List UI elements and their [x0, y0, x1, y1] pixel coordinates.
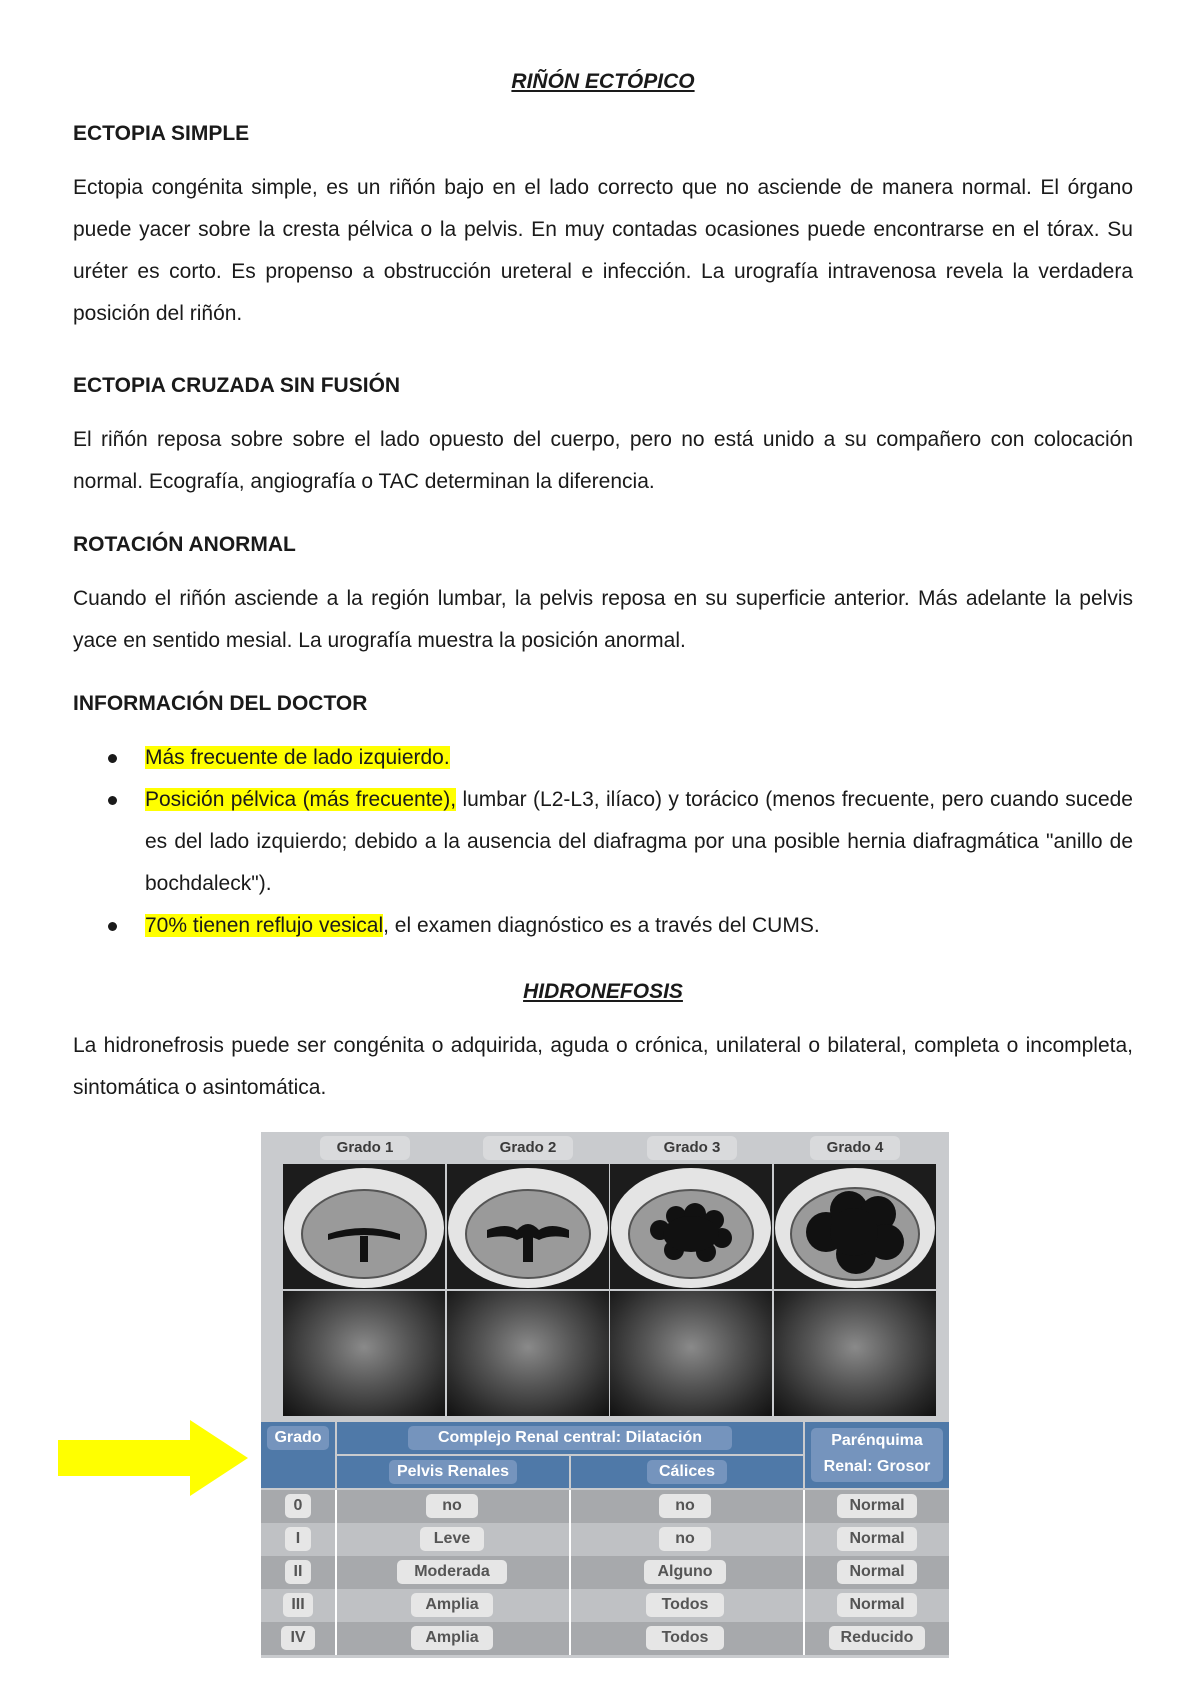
grade-label: Grado 4 [810, 1136, 900, 1160]
cell-parenquima: Normal [837, 1560, 917, 1584]
grade-label: Grado 3 [647, 1136, 737, 1160]
table-row [261, 1490, 949, 1523]
cell-pelvis: Amplia [411, 1593, 493, 1617]
bullet-icon [108, 796, 117, 805]
cell-pelvis: Leve [420, 1527, 484, 1551]
cell-calices: Todos [646, 1626, 724, 1650]
heading-ectopia-cruzada: ECTOPIA CRUZADA SIN FUSIÓN [73, 374, 401, 397]
cell-grado: II [285, 1560, 311, 1584]
cell-pelvis: Amplia [411, 1626, 493, 1650]
yellow-arrow-icon [58, 1420, 248, 1496]
cell-parenquima: Normal [837, 1494, 917, 1518]
table-row [261, 1556, 949, 1589]
cell-grado: III [283, 1593, 313, 1617]
cell-calices: Alguno [644, 1560, 726, 1584]
cell-pelvis: no [426, 1494, 478, 1518]
kidney-diagram-grade-1 [283, 1164, 445, 1289]
kidney-diagram-grade-4 [774, 1164, 936, 1289]
cell-calices: no [659, 1527, 711, 1551]
list-item-text: , el examen diagnóstico es a través del CUMS. [383, 914, 820, 937]
table-row [261, 1523, 949, 1556]
para-ectopia-cruzada: El riñón reposa sobre sobre el lado opuesto del cuerpo, pero no está unido a su compañero con colocación normal. Ecografía, angiografía o TAC determinan la diferencia. [73, 428, 1133, 493]
table-row [261, 1589, 949, 1622]
title-rinon-ectopico: RIÑÓN ECTÓPICO [511, 70, 695, 93]
cell-grado: I [285, 1527, 311, 1551]
cell-parenquima: Normal [837, 1593, 917, 1617]
kidney-diagram-grade-3 [610, 1164, 772, 1289]
grade-label: Grado 1 [320, 1136, 410, 1160]
list-item [73, 779, 1133, 905]
cell-calices: Todos [646, 1593, 724, 1617]
grade-label: Grado 2 [483, 1136, 573, 1160]
cell-parenquima: Normal [837, 1527, 917, 1551]
header-calices: Cálices [647, 1460, 727, 1484]
heading-rotacion-anormal: ROTACIÓN ANORMAL [73, 533, 296, 556]
grade-label-row [261, 1132, 949, 1164]
cell-grado: 0 [285, 1494, 311, 1518]
header-parenquima: Parénquima Renal: Grosor [811, 1428, 943, 1482]
header-grado: Grado [267, 1426, 329, 1450]
ultrasound-image-grade-2 [447, 1291, 609, 1416]
hydronephrosis-grading-figure [261, 1132, 949, 1658]
header-complejo: Complejo Renal central: Dilatación [408, 1426, 732, 1450]
para-rotacion-anormal: Cuando el riñón asciende a la región lumbar, la pelvis reposa en su superficie anterior. Más adelante la pelvis yace en sentido mesial. La urografía muestra la posición anormal. [73, 587, 1133, 652]
ultrasound-image-grade-1 [283, 1291, 445, 1416]
list-item [73, 905, 1133, 947]
para-hidronefrosis-intro: La hidronefrosis puede ser congénita o adquirida, aguda o crónica, unilateral o bilateral, completa o incompleta, sintomática o asintomática. [73, 1034, 1133, 1099]
bullet-icon [108, 754, 117, 763]
bullet-icon [108, 922, 117, 931]
cell-grado: IV [281, 1626, 315, 1650]
list-item-text: lumbar (L2-L3, ilíaco) y torácico (menos frecuente, pero cuando sucede es del lado izquierdo; debido a la ausencia del diafragma por una posible hernia diafragmática "anillo de bochdaleck"). [145, 788, 1133, 895]
table-row [261, 1622, 949, 1655]
cell-pelvis: Moderada [397, 1560, 507, 1584]
cell-parenquima: Reducido [829, 1626, 925, 1650]
highlighted-text: Más frecuente de lado izquierdo. [145, 746, 450, 769]
doctor-info-list [73, 737, 1133, 947]
ultrasound-image-grade-4 [774, 1291, 936, 1416]
title-hidronefosis: HIDRONEFOSIS [523, 980, 683, 1003]
highlighted-text: 70% tienen reflujo vesical [145, 914, 384, 937]
para-ectopia-simple: Ectopia congénita simple, es un riñón bajo en el lado correcto que no asciende de manera normal. El órgano puede yacer sobre la cresta pélvica o la pelvis. En muy contadas ocasiones puede encontrarse en el tórax. Su uréter es corto. Es propenso a obstrucción ureteral e infección. La urografía intravenosa revela la verdadera posición del riñón. [73, 176, 1133, 325]
highlighted-text: Posición pélvica (más frecuente), [145, 788, 457, 811]
heading-ectopia-simple: ECTOPIA SIMPLE [73, 122, 250, 145]
cell-calices: no [659, 1494, 711, 1518]
heading-informacion-doctor: INFORMACIÓN DEL DOCTOR [73, 692, 368, 715]
header-pelvis: Pelvis Renales [389, 1460, 517, 1484]
kidney-diagram-grade-2 [447, 1164, 609, 1289]
list-item [73, 737, 1133, 779]
ultrasound-image-grade-3 [610, 1291, 772, 1416]
